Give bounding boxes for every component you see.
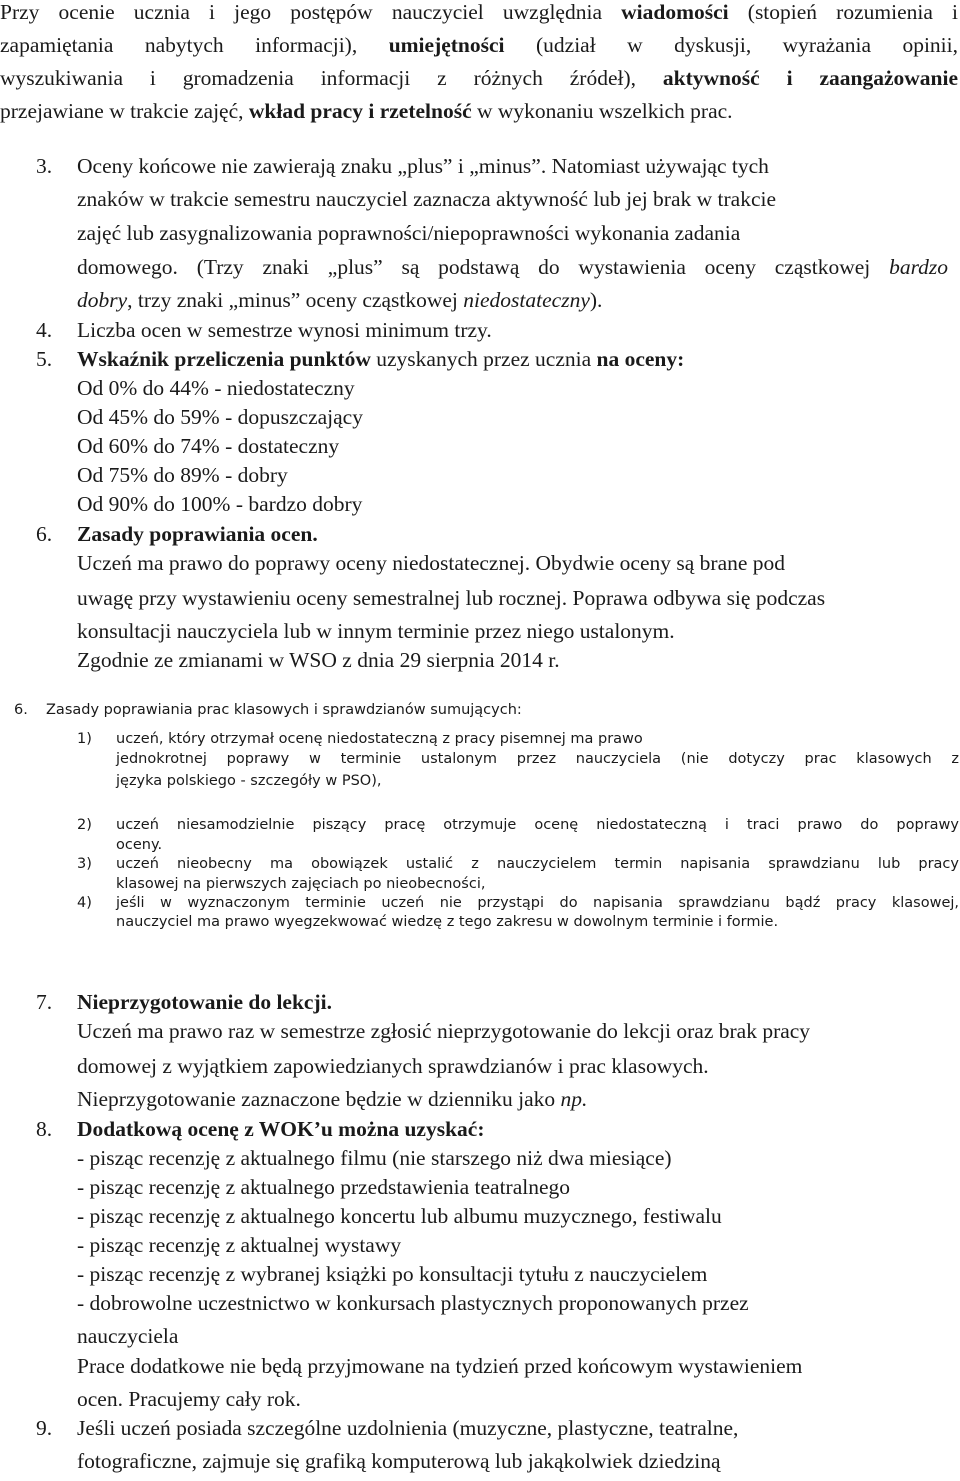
item-8-line: - dobrowolne uczestnictwo w konkursach plastycznych proponowanych przez	[77, 1291, 749, 1315]
intro-line-4	[0, 99, 733, 124]
insert-item-1-line-2: jednokrotnej poprawy w terminie ustalonym przez nauczyciela (nie dotyczy prac klasowych z	[116, 751, 959, 767]
item-8-number: 8.	[36, 1117, 53, 1141]
intro-text: (udział w dyskusji, wyrażania opinii,	[504, 33, 958, 57]
intro-line-3	[0, 66, 958, 91]
intro-text: wyszukiwania i gromadzenia informacji z różnych źródeł),	[0, 66, 663, 90]
item-5-bold: Wskaźnik przeliczenia punktów	[77, 347, 371, 371]
item-7-line-1: Uczeń ma prawo raz w semestrze zgłosić nieprzygotowanie do lekcji oraz brak pracy	[77, 1019, 811, 1043]
item-3-text: , trzy znaki „minus” oceny cząstkowej	[127, 288, 464, 312]
item-6-line-1: Uczeń ma prawo do poprawy oceny niedostatecznej. Obydwie oceny są brane pod	[77, 551, 786, 575]
intro-line-2	[0, 33, 958, 58]
grade-scale-item: Od 45% do 59% - dopuszczający	[77, 405, 363, 429]
item-8-line: nauczyciela	[77, 1324, 179, 1348]
item-3-italic: dobry	[77, 288, 128, 312]
item-7-title: Nieprzygotowanie do lekcji.	[77, 990, 332, 1014]
item-3-line-3: zajęć lub zasygnalizowania poprawności/niepoprawności wykonania zadania	[77, 221, 741, 245]
item-8-line: Prace dodatkowe nie będą przyjmowane na tydzień przed końcowym wystawieniem	[77, 1354, 803, 1378]
intro-bold-umiejetnosci: umiejętności	[388, 33, 505, 57]
insert-item-3-number: 3)	[77, 856, 92, 872]
item-9-line-2: fotograficzne, zajmuje się grafiką komputerową lub jakąkolwiek dziedziną	[77, 1449, 721, 1473]
item-3-line-2: znaków w trakcie semestru nauczyciel zaznacza aktywność lub jej brak w trakcie	[77, 187, 777, 211]
intro-text: Przy ocenie ucznia i jego postępów nauczyciel uwzględnia	[0, 0, 622, 24]
insert-item-1-number: 1)	[77, 731, 92, 747]
item-9-line-1: Jeśli uczeń posiada szczególne uzdolnienia (muzyczne, plastyczne, teatralne,	[77, 1416, 739, 1440]
item-3-text: domowego. (Trzy znaki „plus” są podstawą do wystawienia oceny cząstkowej	[77, 255, 890, 279]
item-4-number: 4.	[36, 318, 53, 342]
insert-item-2-line-2: oceny.	[116, 837, 163, 853]
item-5-number: 5.	[36, 347, 53, 371]
item-5-bold: na oceny:	[596, 347, 685, 371]
grade-scale-item: Od 75% do 89% - dobry	[77, 463, 288, 487]
item-7-italic: np.	[560, 1087, 588, 1111]
insert-item-1-line-3: języka polskiego - szczegóły w PSO),	[116, 773, 382, 789]
item-4-text: Liczba ocen w semestrze wynosi minimum trzy.	[77, 318, 492, 342]
item-3-line-1: Oceny końcowe nie zawierają znaku „plus” i „minus”. Natomiast używając tych	[77, 154, 769, 178]
item-6-number: 6.	[36, 522, 53, 546]
item-6-title: Zasady poprawiania ocen.	[77, 522, 318, 546]
item-3-italic: niedostateczny	[463, 288, 590, 312]
item-6-line-3: konsultacji nauczyciela lub w innym terminie przez niego ustalonym.	[77, 619, 675, 643]
intro-bold-wiadomosci: wiadomości	[621, 0, 729, 24]
grade-scale-item: Od 90% do 100% - bardzo dobry	[77, 492, 363, 516]
insert-item-4-line-2: nauczyciel ma prawo wyegzekwować wiedzę z tego zakresu w dowolnym terminie i formie.	[116, 914, 779, 930]
intro-text: (stopień rozumienia i	[728, 0, 959, 24]
item-3-text: ).	[589, 288, 603, 312]
grade-scale-item: Od 0% do 44% - niedostateczny	[77, 376, 355, 400]
intro-line-1	[0, 0, 958, 25]
insert-item-2-line-1: uczeń niesamodzielnie piszący pracę otrzymuje ocenę niedostateczną i traci prawo do poprawy	[116, 817, 959, 833]
item-3-line-5	[77, 288, 602, 313]
item-8-line: - pisząc recenzję z aktualnego filmu (nie starszego niż dwa miesiące)	[77, 1146, 672, 1170]
insert-item-1-line-1: uczeń, który otrzymał ocenę niedostateczną z pracy pisemnej ma prawo	[116, 731, 643, 747]
item-8-line: - pisząc recenzję z wybranej książki po konsultacji tytułu z nauczycielem	[77, 1262, 708, 1286]
item-6-line-4: Zgodnie ze zmianami w WSO z dnia 29 sierpnia 2014 r.	[77, 648, 560, 672]
intro-bold-aktywnosc: aktywność i zaangażowanie	[662, 66, 958, 90]
item-8-line: ocen. Pracujemy cały rok.	[77, 1387, 301, 1411]
item-6-line-2: uwagę przy wystawieniu oceny semestralnej lub rocznej. Poprawa odbywa się podczas	[77, 586, 826, 610]
grade-scale-item: Od 60% do 74% - dostateczny	[77, 434, 340, 458]
item-5-text: uzyskanych przez ucznia	[370, 347, 597, 371]
insert-title: Zasady poprawiania prac klasowych i sprawdzianów sumujących:	[46, 702, 522, 718]
insert-item-3-line-1: uczeń nieobecny ma obowiązek ustalić z nauczycielem termin napisania sprawdzianu lub pracy	[116, 856, 959, 872]
item-3-line-4	[77, 255, 948, 280]
item-7-text: Nieprzygotowanie zaznaczone będzie w dzienniku jako	[77, 1087, 561, 1111]
item-5-heading	[77, 347, 684, 372]
intro-text: w wykonaniu wszelkich prac.	[471, 99, 733, 123]
item-8-title: Dodatkową ocenę z WOK’u można uzyskać:	[77, 1117, 485, 1141]
item-9-number: 9.	[36, 1416, 53, 1440]
item-3-number: 3.	[36, 154, 53, 178]
item-7-line-2: domowej z wyjątkiem zapowiedzianych sprawdzianów i prac klasowych.	[77, 1054, 709, 1078]
insert-item-4-line-1: jeśli w wyznaczonym terminie uczeń nie przystąpi do napisania sprawdzianu bądź pracy klasowej,	[116, 895, 959, 911]
intro-text: zapamiętania nabytych informacji),	[0, 33, 389, 57]
insert-item-2-number: 2)	[77, 817, 92, 833]
intro-bold-wklad: wkład pracy i rzetelność	[248, 99, 472, 123]
intro-text: przejawiane w trakcie zajęć,	[0, 99, 249, 123]
insert-item-4-number: 4)	[77, 895, 92, 911]
insert-item-3-line-2: klasowej na pierwszych zajęciach po nieobecności,	[116, 876, 486, 892]
item-7-line-3	[77, 1087, 587, 1112]
insert-number: 6.	[14, 702, 28, 718]
item-8-line: - pisząc recenzję z aktualnej wystawy	[77, 1233, 402, 1257]
item-7-number: 7.	[36, 990, 53, 1014]
item-3-italic: bardzo	[889, 255, 948, 279]
item-8-line: - pisząc recenzję z aktualnego przedstawienia teatralnego	[77, 1175, 571, 1199]
item-8-line: - pisząc recenzję z aktualnego koncertu lub albumu muzycznego, festiwalu	[77, 1204, 722, 1228]
